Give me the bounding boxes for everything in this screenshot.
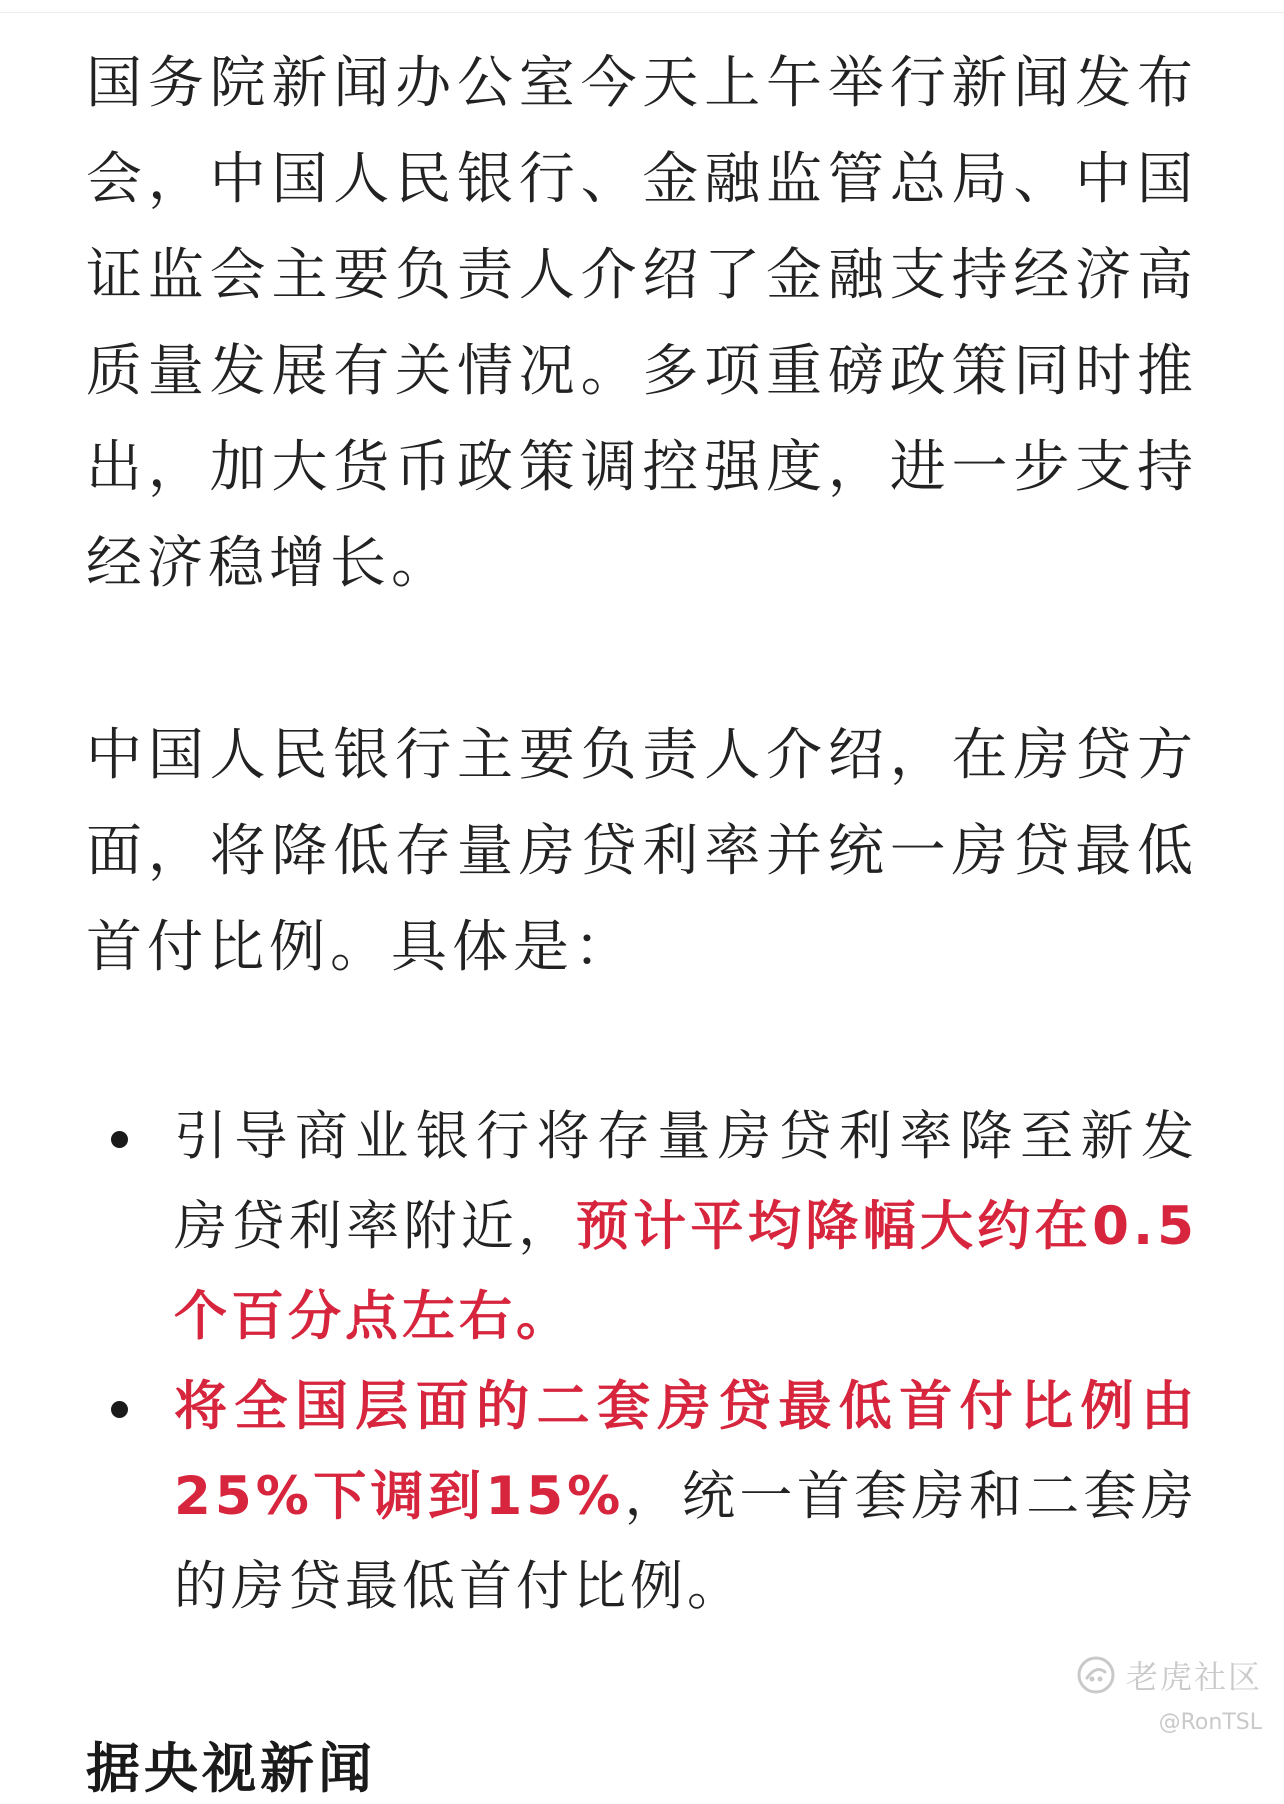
highlight-text: 将全国层面的二套房贷最低首付比例由25%下调到15%	[174, 1376, 1198, 1527]
bullet-text: 引导商业银行将存量房贷利率降至新发房贷利率附近，	[174, 1106, 1198, 1257]
bullet-icon	[111, 1401, 128, 1418]
paragraph-pboc: 中国人民银行主要负责人介绍，在房贷方面，将降低存量房贷利率并统一房贷最低首付比例。具体是：	[86, 723, 1198, 980]
watermark-user: @RonTSL	[1158, 1710, 1262, 1735]
bullet-icon	[111, 1131, 128, 1148]
list-item	[174, 1092, 1198, 1362]
highlight-text: 预计平均降幅大约在0.5个百分点左右。	[174, 1196, 1199, 1347]
watermark	[1076, 1652, 1262, 1735]
policy-list	[86, 1092, 1198, 1632]
article-body	[86, 36, 1198, 1632]
list-item	[174, 1362, 1198, 1632]
watermark-brand: 老虎社区	[1125, 1658, 1262, 1696]
top-divider	[0, 12, 1284, 13]
next-section-heading: 据央视新闻	[86, 1737, 376, 1800]
tiger-community-logo-icon	[1076, 1655, 1116, 1695]
paragraph-intro: 国务院新闻办公室今天上午举行新闻发布会，中国人民银行、金融监管总局、中国证监会主要负责人介绍了金融支持经济高质量发展有关情况。多项重磅政策同时推出，加大货币政策调控强度，进一步支持经济稳增长。	[86, 51, 1198, 596]
bullet-text: ，统一首套房和二套房的房贷最低首付比例。	[174, 1466, 1199, 1617]
